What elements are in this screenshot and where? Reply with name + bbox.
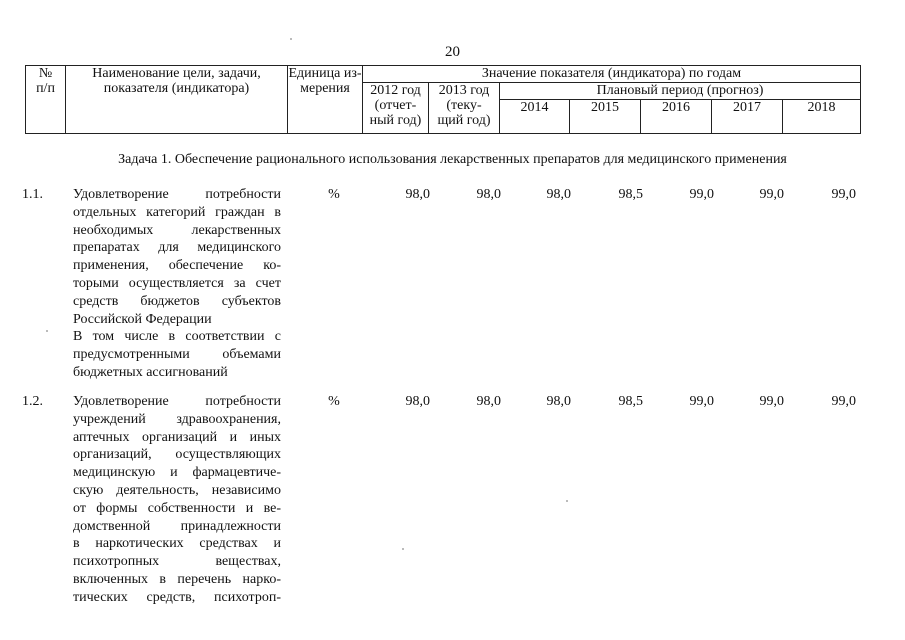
header-year-2017: 2017 [712, 100, 783, 134]
value-2013: 98,0 [476, 187, 501, 202]
scan-speck [566, 500, 568, 502]
scan-speck [46, 330, 48, 332]
value-2016: 99,0 [689, 394, 714, 409]
page-number: 20 [445, 44, 460, 60]
header-year-2016: 2016 [641, 100, 712, 134]
value-2017: 99,0 [759, 187, 784, 202]
indicator-table-header [25, 65, 861, 134]
header-year-2014: 2014 [500, 100, 570, 134]
header-name-cell: Наименование цели, задачи, показателя (индикатора) [66, 66, 288, 134]
scan-speck [402, 548, 404, 550]
header-2012-cell: 2012 год (отчет- ный год) [363, 83, 429, 134]
row-unit: % [328, 394, 340, 409]
row-description: Удовлетворение потребности отдельных категорий граждан в необходимых лекарственных препаратах для медицинского применения, обеспечение ко- торыми осуществляется за счет средств бюджетов субъектов Российской Федерации В том числе в соответствии с предусмотренными объемами бюджетных ассигнований [73, 187, 281, 380]
value-2015: 98,5 [618, 187, 643, 202]
value-2016: 99,0 [689, 187, 714, 202]
row-description: Удовлетворение потребности учреждений здравоохранения, аптечных организаций и иных организаций, осуществляющих медицинскую и фармацевтиче- скую деятельность, независимо от формы собственности и ве- домственной принадлежности в наркотических средствах и психотропных веществах, включенных в перечень нарко- тических средств, психотроп- [73, 394, 281, 605]
row-number: 1.1. [22, 187, 43, 202]
value-2018: 99,0 [831, 394, 856, 409]
value-2015: 98,5 [618, 394, 643, 409]
value-2018: 99,0 [831, 187, 856, 202]
row-number: 1.2. [22, 394, 43, 409]
header-num-cell: № п/п [26, 66, 66, 134]
value-2014: 98,0 [546, 187, 571, 202]
task-title: Задача 1. Обеспечение рационального использования лекарственных препаратов для медицинского применения [118, 152, 787, 167]
header-2013-cell: 2013 год (теку- щий год) [429, 83, 500, 134]
value-2013: 98,0 [476, 394, 501, 409]
value-2014: 98,0 [546, 394, 571, 409]
value-2012: 98,0 [405, 394, 430, 409]
value-2012: 98,0 [405, 187, 430, 202]
header-unit-cell: Единица из- мерения [288, 66, 363, 134]
header-year-2015: 2015 [570, 100, 641, 134]
value-2017: 99,0 [759, 394, 784, 409]
scan-speck [290, 38, 292, 40]
header-values-title: Значение показателя (индикатора) по годам [363, 66, 861, 83]
header-plan-title: Плановый период (прогноз) [500, 83, 861, 100]
row-unit: % [328, 187, 340, 202]
header-year-2018: 2018 [783, 100, 861, 134]
